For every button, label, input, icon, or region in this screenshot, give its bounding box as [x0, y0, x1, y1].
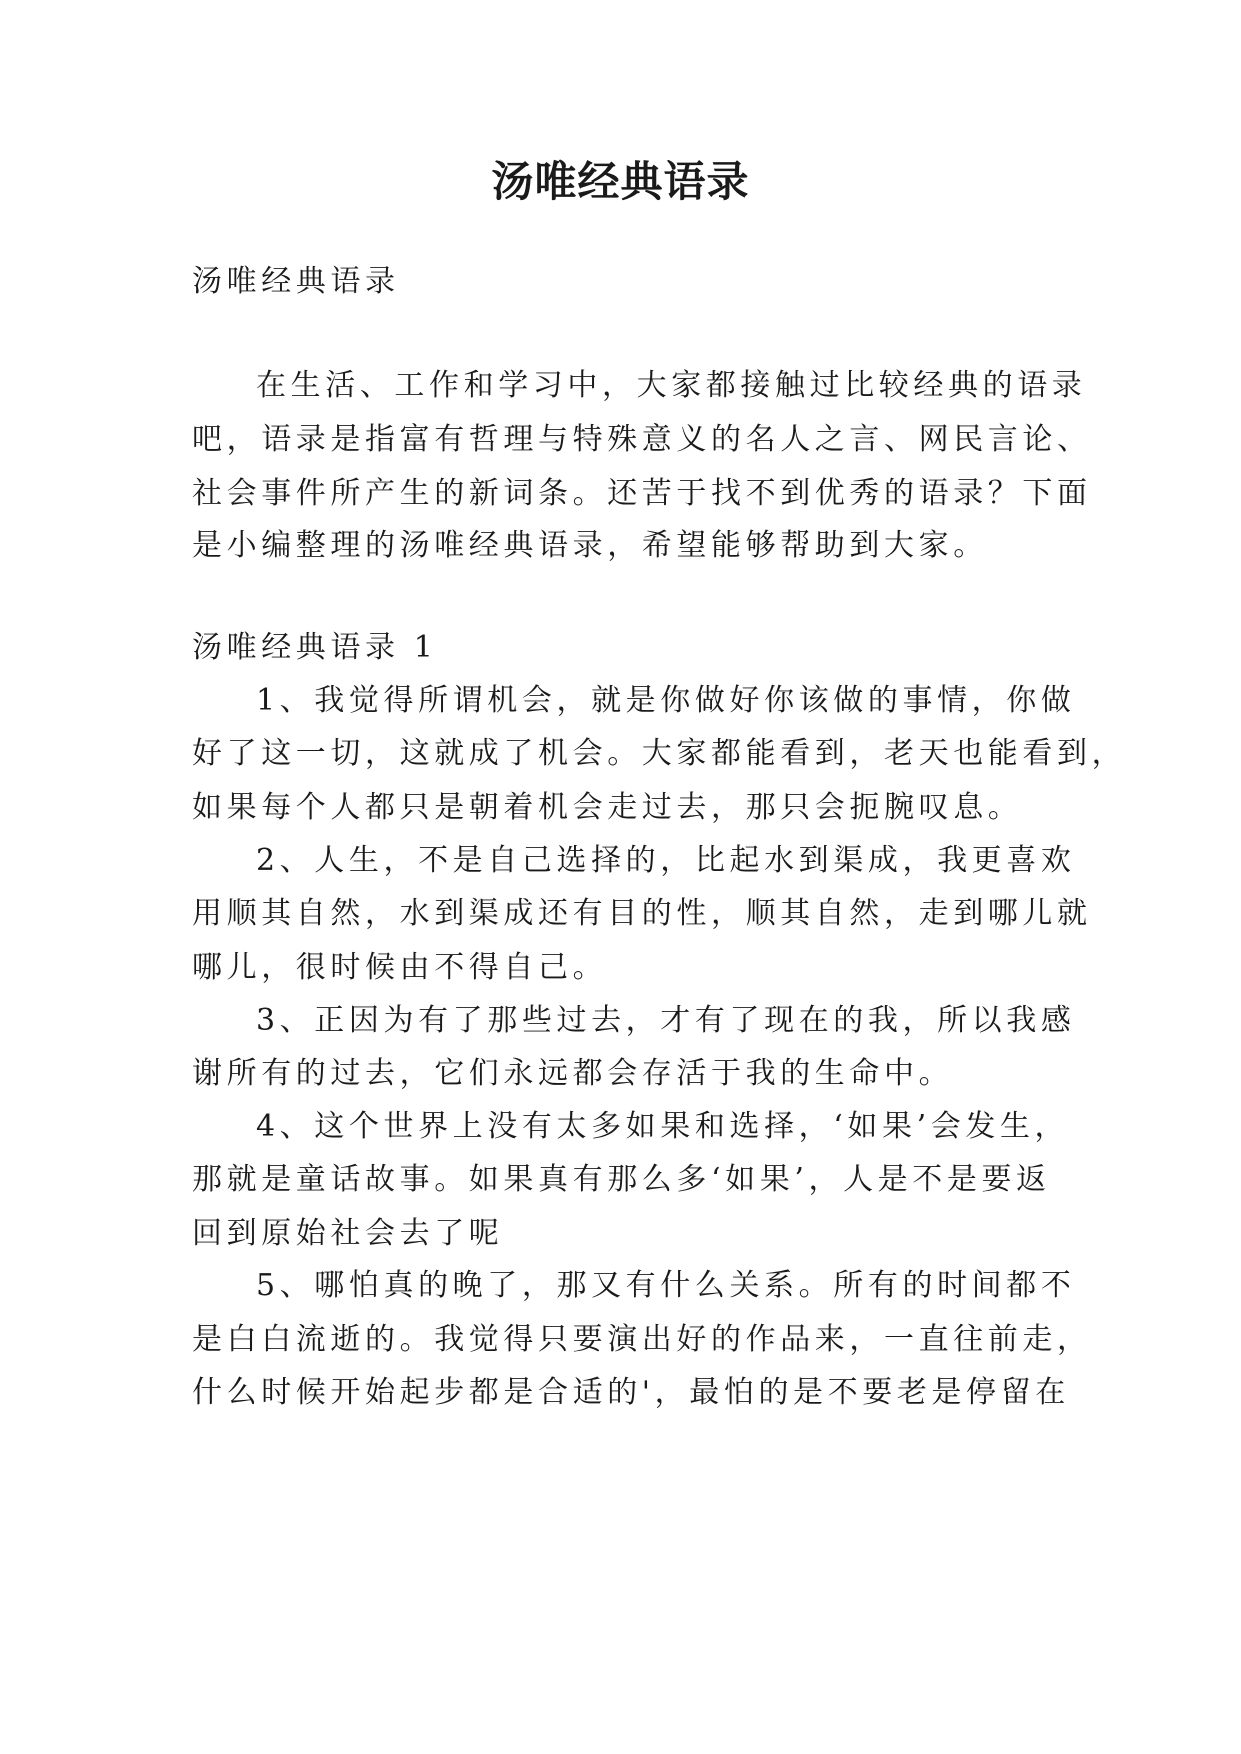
subtitle: 汤唯经典语录	[192, 264, 400, 299]
body-line-10: 那就是童话故事。如果真有那么多‘如果’，人是不是要返	[192, 1162, 1051, 1197]
body-line-9: 4、这个世界上没有太多如果和选择，‘如果’会发生，	[256, 1109, 1070, 1144]
body-line-12: 5、哪怕真的晚了，那又有什么关系。所有的时间都不	[256, 1268, 1076, 1303]
body-line-11: 回到原始社会去了呢	[192, 1216, 504, 1251]
intro-line-1: 在生活、工作和学习中，大家都接触过比较经典的语录	[256, 368, 1087, 403]
document-title: 汤唯经典语录	[491, 157, 750, 206]
body-line-1: 1、我觉得所谓机会，就是你做好你该做的事情，你做	[256, 683, 1076, 718]
intro-line-2: 吧，语录是指富有哲理与特殊意义的名人之言、网民言论、	[192, 422, 1092, 457]
body-line-4: 2、人生，不是自己选择的，比起水到渠成，我更喜欢	[256, 843, 1076, 878]
intro-line-4: 是小编整理的汤唯经典语录，希望能够帮助到大家。	[192, 528, 988, 563]
section-heading: 汤唯经典语录 1	[192, 630, 438, 665]
body-line-7: 3、正因为有了那些过去，才有了现在的我，所以我感	[256, 1003, 1076, 1038]
body-line-3: 如果每个人都只是朝着机会走过去，那只会扼腕叹息。	[192, 790, 1023, 825]
body-line-8: 谢所有的过去，它们永远都会存活于我的生命中。	[192, 1056, 954, 1091]
body-line-2: 好了这一切，这就成了机会。大家都能看到，老天也能看到，	[192, 736, 1127, 771]
body-line-6: 哪儿，很时候由不得自己。	[192, 950, 608, 985]
body-line-14: 什么时候开始起步都是合适的'，最怕的是不要老是停留在	[192, 1375, 1070, 1410]
body-line-5: 用顺其自然，水到渠成还有目的性，顺其自然，走到哪儿就	[192, 896, 1092, 931]
body-line-13: 是白白流逝的。我觉得只要演出好的作品来，一直往前走，	[192, 1322, 1092, 1357]
intro-line-3: 社会事件所产生的新词条。还苦于找不到优秀的语录？下面	[192, 476, 1092, 511]
